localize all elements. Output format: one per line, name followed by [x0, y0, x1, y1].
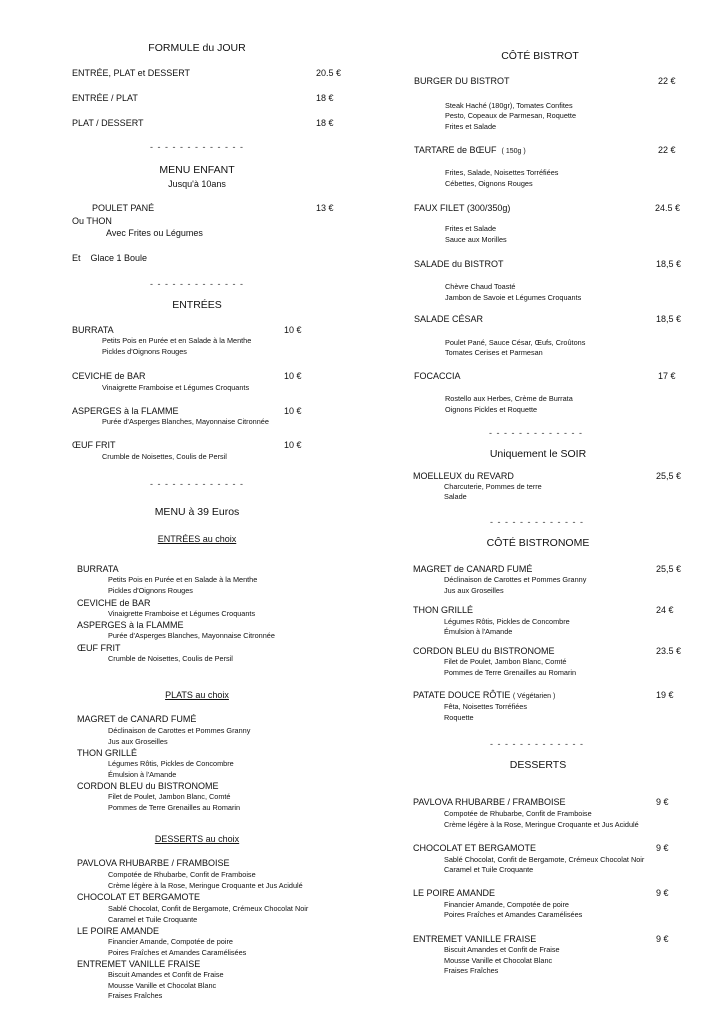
bistrot-item-desc: Pesto, Copeaux de Parmesan, Roquette: [445, 111, 577, 120]
menu39-dessert-desc: Financier Amande, Compotée de poire: [108, 937, 233, 946]
formule-item-name: ENTRÉE / PLAT: [72, 93, 138, 103]
menu39-dessert-name: PAVLOVA RHUBARBE / FRAMBOISE: [77, 858, 230, 868]
bistrot-item-desc: Jambon de Savoie et Légumes Croquants: [445, 293, 582, 302]
dessert-item-name: ENTREMET VANILLE FRAISE: [413, 934, 537, 944]
menu39-plat-name: MAGRET de CANARD FUMÉ: [77, 714, 197, 724]
dessert-item-desc: Crème légère à la Rose, Meringue Croquante et Jus Acidulé: [444, 820, 639, 829]
dessert-item-desc: Mousse Vanille et Chocolat Blanc: [444, 956, 553, 965]
bistrot-item-desc: Steak Haché (180gr), Tomates Confites: [445, 101, 573, 110]
menu39-plat-desc: Déclinaison de Carottes et Pommes Granny: [108, 726, 251, 735]
bistronome-item-name: [413, 689, 555, 703]
bistrot-item-price: 17 €: [658, 371, 676, 381]
bistrot-item-desc: Poulet Pané, Sauce César, Œufs, Croûtons: [445, 338, 586, 347]
menu39-plat-desc: Pommes de Terre Grenailles au Romarin: [108, 803, 241, 812]
bistronome-item-desc: Pommes de Terre Grenailles au Romarin: [444, 668, 577, 677]
entree-desc: Pickles d'Oignons Rouges: [102, 347, 187, 356]
formule-item-price: 18 €: [316, 118, 334, 128]
formule-item-price: 18 €: [316, 93, 334, 103]
formule-item-price: 20.5 €: [316, 68, 342, 78]
menu39-entree-desc: Petits Pois en Purée et en Salade à la Menthe: [108, 575, 258, 584]
soir-item-price: 25,5 €: [656, 471, 682, 481]
item-name-text: TARTARE de BŒUF: [414, 145, 497, 155]
menu39-dessert-desc: Crème légère à la Rose, Meringue Croquante et Jus Acidulé: [108, 881, 303, 890]
enfant-dessert: Et Glace 1 Boule: [72, 253, 148, 263]
item-note: ( 150g ): [501, 148, 526, 155]
bistrot-item-desc: Frites et Salade: [445, 122, 497, 131]
enfant-subtitle: Jusqu'à 10ans: [168, 179, 226, 189]
menu39-dessert-desc: Poires Fraîches et Amandes Caramélisées: [108, 948, 247, 957]
soir-item-desc: Salade: [444, 492, 467, 501]
bistronome-item-price: 19 €: [656, 690, 674, 700]
separator: - - - - - - - - - - - - -: [490, 517, 584, 527]
bistrot-item-desc: Sauce aux Morilles: [445, 235, 507, 244]
menu39-plat-name: CORDON BLEU du BISTRONOME: [77, 781, 219, 791]
bistrot-item-price: 22 €: [658, 145, 676, 155]
enfant-side: Avec Frites ou Légumes: [106, 228, 203, 238]
bistronome-item-desc: Fêta, Noisettes Torréfiées: [444, 702, 528, 711]
bistronome-item-desc: Légumes Rôtis, Pickles de Concombre: [444, 617, 570, 626]
bistronome-item-price: 24 €: [656, 605, 674, 615]
entree-desc: Petits Pois en Purée et en Salade à la Menthe: [102, 336, 252, 345]
menu39-plat-desc: Émulsion à l'Amande: [108, 770, 177, 779]
bistrot-item-name: FAUX FILET (300/350g): [414, 203, 511, 213]
dessert-item-desc: Financier Amande, Compotée de poire: [444, 900, 569, 909]
entree-price: 10 €: [284, 325, 302, 335]
menu39-dessert-desc: Biscuit Amandes et Confit de Fraise: [108, 970, 224, 979]
menu39-entree-desc: Vinaigrette Framboise et Légumes Croquants: [108, 609, 256, 618]
bistronome-item-desc: Jus aux Groseilles: [444, 586, 504, 595]
dessert-item-desc: Biscuit Amandes et Confit de Fraise: [444, 945, 560, 954]
menu39-dessert-name: ENTREMET VANILLE FRAISE: [77, 959, 201, 969]
dessert-item-desc: Poires Fraîches et Amandes Caramélisées: [444, 910, 583, 919]
menu39-entree-name: ŒUF FRIT: [77, 643, 121, 653]
menu39-plat-desc: Légumes Rôtis, Pickles de Concombre: [108, 759, 234, 768]
separator: - - - - - - - - - - - - -: [150, 479, 244, 489]
separator: - - - - - - - - - - - - -: [150, 142, 244, 152]
bistrot-item-desc: Tomates Cerises et Parmesan: [445, 348, 543, 357]
bistrot-item-desc: Frites, Salade, Noisettes Torréfiées: [445, 168, 559, 177]
entrees-title: ENTRÉES: [172, 299, 222, 311]
separator: - - - - - - - - - - - - -: [489, 428, 583, 438]
entree-name: ASPERGES à la FLAMME: [72, 406, 179, 416]
dessert-item-price: 9 €: [656, 843, 669, 853]
bistrot-item-desc: Rostello aux Herbes, Crème de Burrata: [445, 394, 573, 403]
bistronome-item-desc: Émulsion à l'Amande: [444, 627, 513, 636]
bistrot-item-name: SALADE du BISTROT: [414, 259, 504, 269]
dessert-item-price: 9 €: [656, 888, 669, 898]
menu39-dessert-desc: Mousse Vanille et Chocolat Blanc: [108, 981, 217, 990]
bistronome-item-price: 23.5 €: [656, 646, 682, 656]
entree-name: CEVICHE de BAR: [72, 371, 146, 381]
entree-desc: Vinaigrette Framboise et Légumes Croquants: [102, 383, 250, 392]
menu39-title: MENU à 39 Euros: [154, 506, 240, 518]
separator: - - - - - - - - - - - - -: [490, 739, 584, 749]
enfant-alt: Ou THON: [72, 216, 112, 226]
bistronome-item-name: CORDON BLEU du BISTRONOME: [413, 646, 555, 656]
menu39-entrees-title: ENTRÉES au choix: [157, 534, 237, 544]
menu39-dessert-name: CHOCOLAT ET BERGAMOTE: [77, 892, 201, 902]
bistronome-item-name: THON GRILLÉ: [413, 605, 474, 615]
menu39-entree-name: ASPERGES à la FLAMME: [77, 620, 184, 630]
dessert-item-desc: Compotée de Rhubarbe, Confit de Framboise: [444, 809, 592, 818]
menu39-entree-desc: Crumble de Noisettes, Coulis de Persil: [108, 654, 233, 663]
soir-item-desc: Charcuterie, Pommes de terre: [444, 482, 542, 491]
item-name-text: PATATE DOUCE RÔTIE: [413, 690, 511, 700]
entree-desc: Crumble de Noisettes, Coulis de Persil: [102, 452, 227, 461]
formule-item-name: PLAT / DESSERT: [72, 118, 144, 128]
separator: - - - - - - - - - - - - -: [150, 279, 244, 289]
bistrot-title: CÔTÉ BISTROT: [501, 50, 579, 62]
bistrot-item-desc: Oignons Pickles et Roquette: [445, 405, 538, 414]
menu39-entree-desc: Purée d'Asperges Blanches, Mayonnaise Citronnée: [108, 631, 275, 640]
bistronome-title: CÔTÉ BISTRONOME: [486, 537, 590, 549]
menu39-plat-desc: Filet de Poulet, Jambon Blanc, Comté: [108, 792, 231, 801]
formule-item-name: ENTRÉE, PLAT et DESSERT: [72, 68, 191, 78]
dessert-item-desc: Sablé Chocolat, Confit de Bergamote, Crémeux Chocolat Noir: [444, 855, 645, 864]
bistrot-item-price: 18,5 €: [656, 314, 682, 324]
bistrot-item-name: [414, 144, 526, 158]
dessert-item-desc: Fraises Fraîches: [444, 966, 499, 975]
desserts-title: DESSERTS: [509, 759, 567, 771]
entree-price: 10 €: [284, 440, 302, 450]
bistronome-item-desc: Roquette: [444, 713, 474, 722]
soir-item-name: MOELLEUX du REVARD: [413, 471, 514, 481]
bistrot-item-price: 22 €: [658, 76, 676, 86]
enfant-price: 13 €: [316, 203, 334, 213]
menu39-dessert-desc: Compotée de Rhubarbe, Confit de Framboise: [108, 870, 256, 879]
menu39-plat-name: THON GRILLÉ: [77, 748, 138, 758]
bistronome-item-desc: Déclinaison de Carottes et Pommes Granny: [444, 575, 587, 584]
menu39-dessert-desc: Caramel et Tuile Croquante: [108, 915, 198, 924]
bistrot-item-desc: Chèvre Chaud Toasté: [445, 282, 516, 291]
bistrot-item-desc: Frites et Salade: [445, 224, 497, 233]
bistrot-item-desc: Cébettes, Oignons Rouges: [445, 179, 533, 188]
menu39-entree-desc: Pickles d'Oignons Rouges: [108, 586, 193, 595]
entree-name: ŒUF FRIT: [72, 440, 116, 450]
entree-price: 10 €: [284, 371, 302, 381]
enfant-title: MENU ENFANT: [159, 164, 235, 176]
menu39-dessert-desc: Sablé Chocolat, Confit de Bergamote, Crémeux Chocolat Noir: [108, 904, 309, 913]
dessert-item-name: PAVLOVA RHUBARBE / FRAMBOISE: [413, 797, 566, 807]
menu39-dessert-desc: Fraises Fraîches: [108, 991, 163, 1000]
menu39-entree-name: BURRATA: [77, 564, 119, 574]
dessert-item-name: CHOCOLAT ET BERGAMOTE: [413, 843, 537, 853]
bistrot-item-name: SALADE CÉSAR: [414, 314, 484, 324]
menu39-entree-name: CEVICHE de BAR: [77, 598, 151, 608]
menu39-dessert-name: LE POIRE AMANDE: [77, 926, 160, 936]
dessert-item-desc: Caramel et Tuile Croquante: [444, 865, 534, 874]
dessert-item-price: 9 €: [656, 797, 669, 807]
entree-name: BURRATA: [72, 325, 114, 335]
dessert-item-name: LE POIRE AMANDE: [413, 888, 496, 898]
bistrot-item-price: 18,5 €: [656, 259, 682, 269]
formule-title: FORMULE du JOUR: [148, 42, 246, 54]
soir-title: Uniquement le SOIR: [489, 448, 587, 460]
bistronome-item-name: MAGRET de CANARD FUMÉ: [413, 564, 533, 574]
menu39-desserts-title: DESSERTS au choix: [154, 834, 240, 844]
entree-price: 10 €: [284, 406, 302, 416]
bistronome-item-price: 25,5 €: [656, 564, 682, 574]
item-note: ( Végétarien ): [512, 693, 556, 700]
dessert-item-price: 9 €: [656, 934, 669, 944]
bistronome-item-desc: Filet de Poulet, Jambon Blanc, Comté: [444, 657, 567, 666]
menu39-plat-desc: Jus aux Groseilles: [108, 737, 168, 746]
enfant-dish: POULET PANÉ: [92, 203, 155, 213]
bistrot-item-name: BURGER DU BISTROT: [414, 76, 510, 86]
entree-desc: Purée d'Asperges Blanches, Mayonnaise Citronnée: [102, 417, 269, 426]
menu39-plats-title: PLATS au choix: [165, 690, 229, 700]
bistrot-item-price: 24.5 €: [655, 203, 681, 213]
bistrot-item-name: FOCACCIA: [414, 371, 461, 381]
